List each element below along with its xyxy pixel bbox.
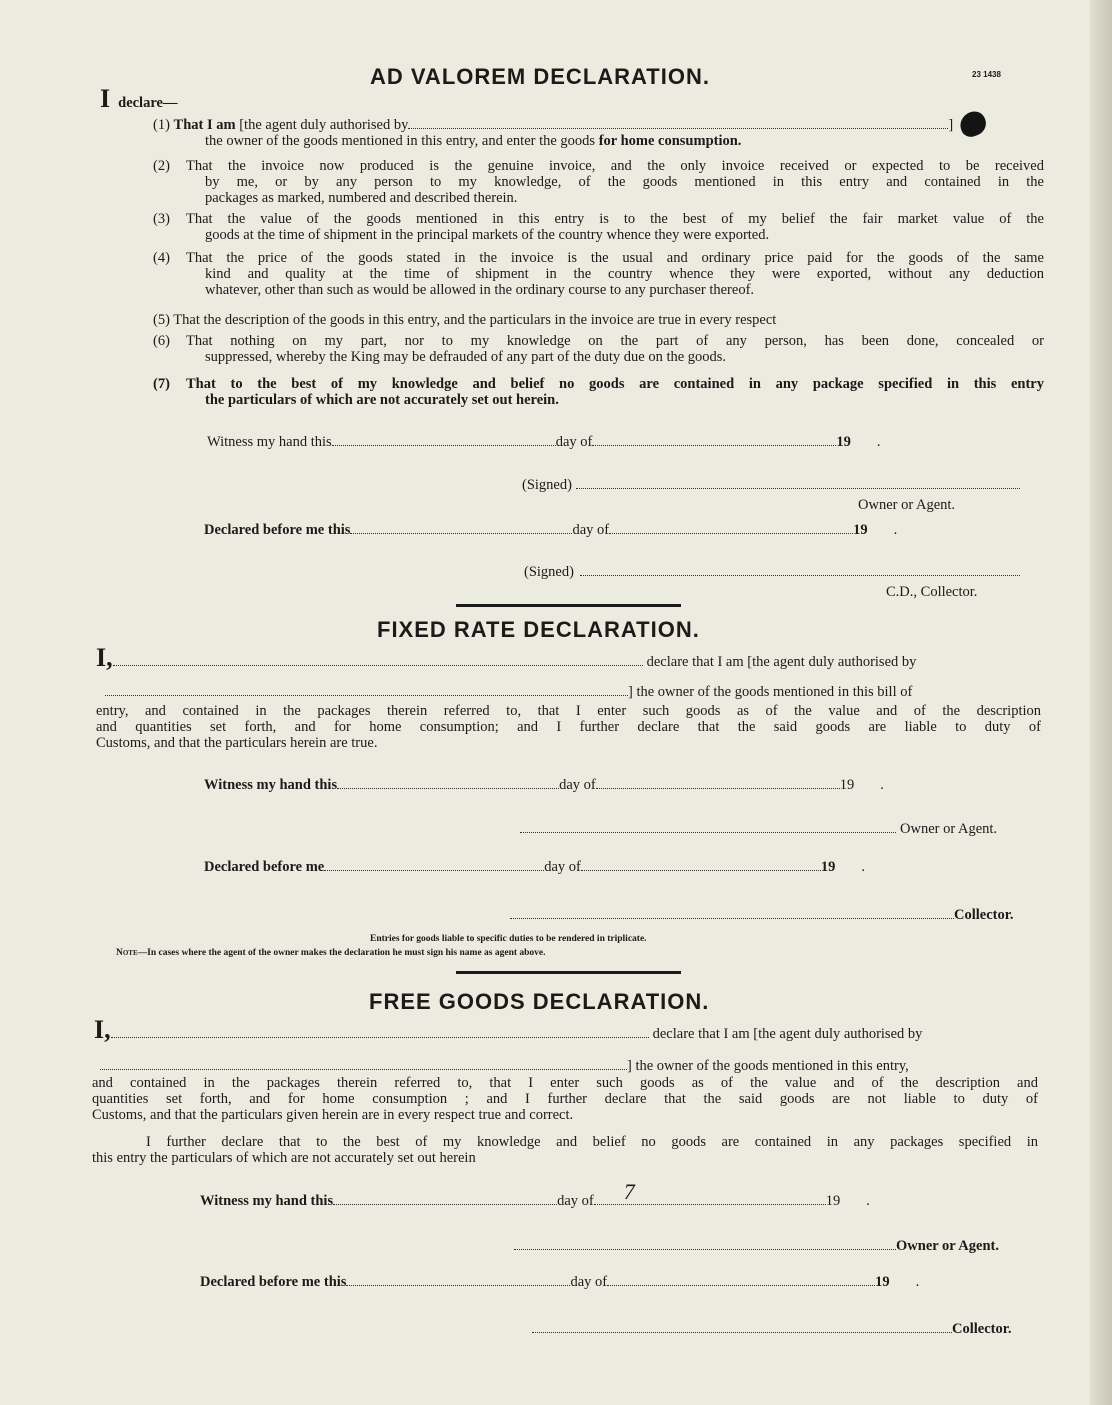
fg-owner-signature-field[interactable] [514,1237,896,1250]
fr-collector-signature-field[interactable] [510,906,954,919]
fr-witness-day-field[interactable] [337,776,559,789]
fg-witness-month-field[interactable] [594,1179,826,1205]
fg-declared-line: Declared before me this day of 19 . [200,1274,920,1290]
page-edge [1090,0,1112,1405]
av-owner-signature-field[interactable] [576,476,1020,489]
av-collector-label: C.D., Collector. [886,584,978,600]
av-declared-month-field[interactable] [609,521,853,534]
av-collector-signature-field[interactable] [580,563,1020,576]
fg-paragraph-2: I further declare that to the best of my knowledge and belief no goods are contained in any packages specified in this entry the particulars of which are not accurately set out herein [92,1134,1038,1166]
fr-line-1: I, declare that I am [the agent duly authorised by [96,643,917,672]
ad-valorem-title: AD VALOREM DECLARATION. [370,64,710,89]
clause-2: That the invoice now produced is the genuine invoice, and the only invoice received or expected to be received by me, or by any person to my knowledge, of the goods mentioned in this entry and contained in the packages as marked, numbered and described therein. [186,158,1044,206]
av-signed-line: (Signed) [522,476,1020,493]
fixed-rate-title: FIXED RATE DECLARATION. [377,617,700,642]
fr-name-field[interactable] [113,653,643,666]
fr-declared-day-field[interactable] [324,858,544,871]
clause-6-num: (6) [153,333,170,349]
av-witness-line: Witness my hand this day of 19 . [207,434,881,450]
clause-7-num: (7) [153,376,170,392]
fg-witness-day-field[interactable] [333,1192,557,1205]
fr-line-2: ] the owner of the goods mentioned in this bill of [105,683,912,700]
av-collector-signed-line: (Signed) [524,563,1020,580]
declare-word: declare— [118,95,178,111]
fg-agent-field[interactable] [100,1057,627,1070]
clause-3: That the value of the goods mentioned in this entry is to the best of my belief the fair market value of the goods at the time of shipment in the principal markets of the country whence they were exported. [186,211,1044,243]
fr-declared-line: Declared before me day of 19 . [204,859,866,875]
fr-declared-month-field[interactable] [581,858,821,871]
fr-body: entry, and contained in the packages therein referred to, that I enter such goods as of the value and of the description and quantities set forth, and for home consumption; and I further declare that the said goods are liable to duty of Customs, and that the particulars herein are true. [96,703,1041,751]
fg-line-2: ] the owner of the goods mentioned in this entry, [100,1057,909,1074]
fr-agent-field[interactable] [105,683,628,696]
handwritten-day: 7 [623,1179,635,1204]
clause-3-num: (3) [153,211,170,227]
agent-note: Note—In cases where the agent of the owner makes the declaration he must sign his name as agent above. [116,948,546,958]
free-goods-title: FREE GOODS DECLARATION. [369,989,710,1014]
clause-6: That nothing on my part, nor to my knowledge on the part of any person, has been done, concealed or suppressed, whereby the King may be defrauded of any part of the duty due on the goods. [186,333,1044,365]
clause-4-num: (4) [153,250,170,266]
av-declared-line: Declared before me this day of 19 . [204,522,898,538]
section-divider [456,604,681,607]
agent-name-field[interactable] [408,116,948,129]
clause-2-num: (2) [153,158,170,174]
fr-owner-signature-field[interactable] [520,820,896,833]
declare-i: I [100,84,111,113]
fr-witness-month-field[interactable] [596,776,840,789]
ink-blot [957,108,990,139]
av-declared-day-field[interactable] [350,521,572,534]
fg-collector-signature-field[interactable] [532,1320,952,1333]
clause-1-line-2: the owner of the goods mentioned in this entry, and enter the goods for home consumption. [205,133,742,149]
section-divider-2 [456,971,681,974]
fg-declared-month-field[interactable] [607,1273,875,1286]
fg-body: and contained in the packages therein referred to, that I enter such goods as of the value and of the description and quantities set forth, and for home consumption ; and I further declare that the said goods are not liable to duty of Customs, and that the particulars given herein are in every respect true and correct. [92,1075,1038,1123]
clause-1-line-1: (1) That I am [the agent duly authorised by ] [153,117,954,133]
declare-heading [100,84,177,114]
fg-name-field[interactable] [111,1025,649,1038]
form-number: 23 1438 [972,70,1001,79]
fg-witness-line: Witness my hand this day of 7 19 . [200,1179,870,1209]
clause-7: That to the best of my knowledge and belief no goods are contained in any package specified in this entry the particulars of which are not accurately set out herein. [186,376,1044,408]
fr-owner-line: Owner or Agent. [520,820,997,837]
clause-4: That the price of the goods stated in the invoice is the usual and ordinary price paid for the goods of the same kind and quality at the time of shipment in the country whence they were exported, without any deduction whatever, other than such as would be allowed in the ordinary course to any purchaser thereof. [186,250,1044,298]
av-witness-month-field[interactable] [592,433,836,446]
entries-note: Entries for goods liable to specific duties to be rendered in triplicate. [370,934,647,944]
fg-owner-line: Owner or Agent. [514,1237,999,1254]
fg-declared-day-field[interactable] [346,1273,570,1286]
fr-collector-line: Collector. [510,906,1013,923]
fg-line-1: I, declare that I am [the agent duly authorised by [94,1015,923,1044]
fg-collector-line: Collector. [532,1320,1011,1337]
av-owner-agent-label: Owner or Agent. [858,497,956,513]
clause-5: (5) That the description of the goods in this entry, and the particulars in the invoice are true in every respect [153,312,777,328]
av-witness-day-field[interactable] [332,433,556,446]
fr-witness-line: Witness my hand this day of 19 . [204,777,884,793]
